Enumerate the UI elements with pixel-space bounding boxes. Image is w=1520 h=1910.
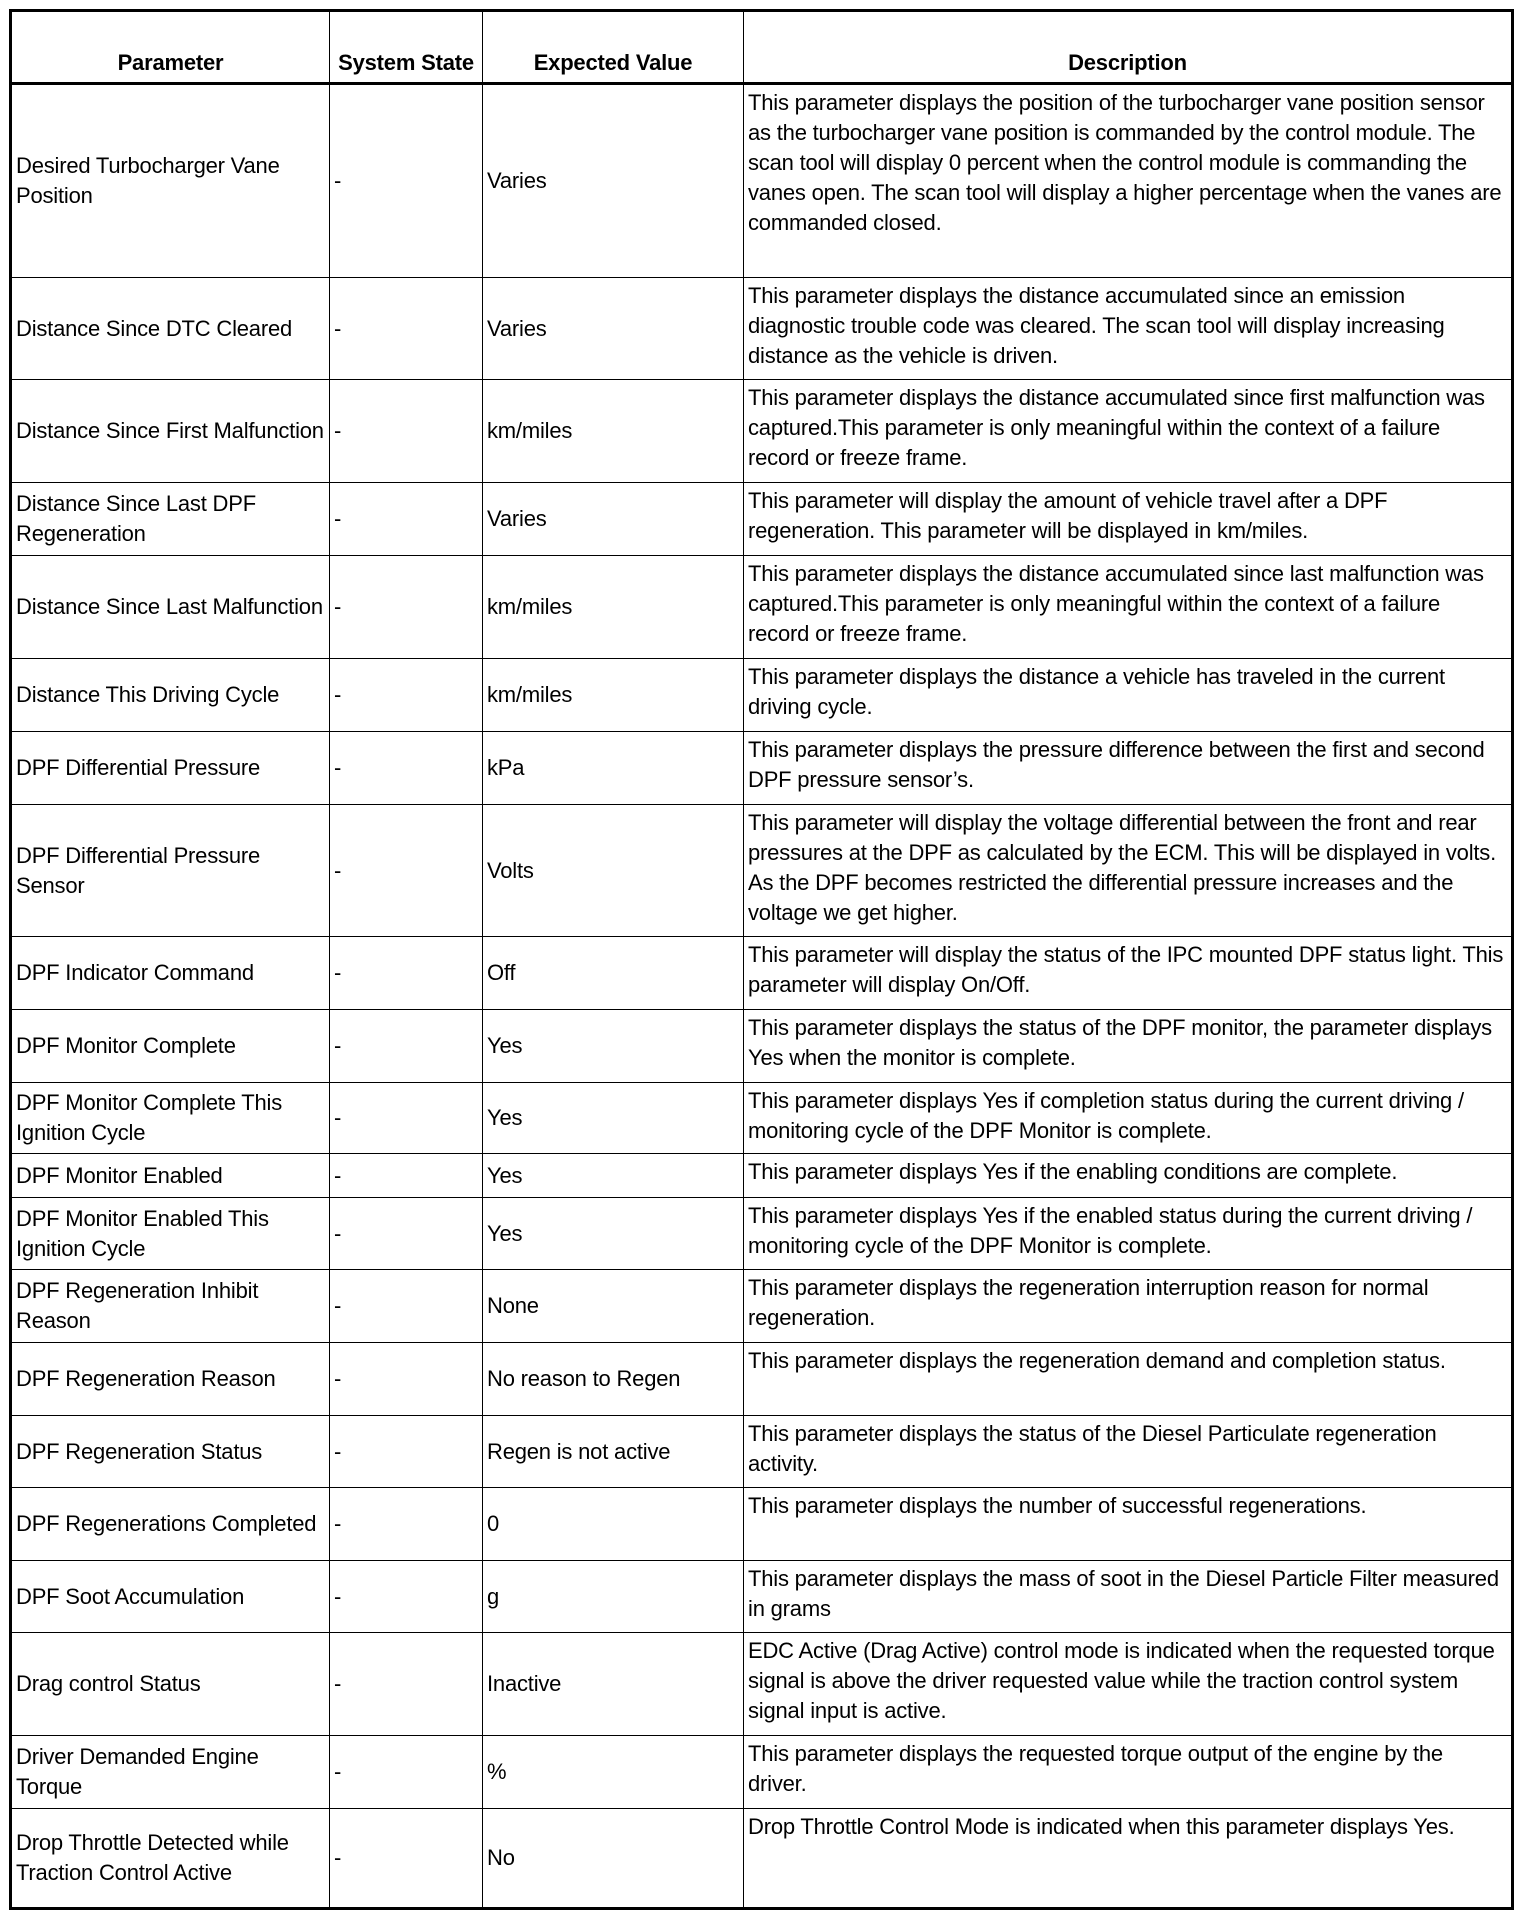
parameter-cell: DPF Monitor Complete — [11, 1010, 330, 1083]
parameter-cell: DPF Soot Accumulation — [11, 1561, 330, 1633]
description-cell: This parameter displays the distance accumulated since last malfunction was captured.This parameter is only meaningful within the context of a failure record or freeze frame. — [744, 556, 1513, 659]
description-cell: This parameter will display the status of the IPC mounted DPF status light. This parameter will display On/Off. — [744, 937, 1513, 1010]
parameter-cell: DPF Monitor Enabled — [11, 1154, 330, 1198]
expected-value-cell: Yes — [483, 1083, 744, 1154]
description-cell: This parameter displays the regeneration demand and completion status. — [744, 1343, 1513, 1416]
description-cell: This parameter displays Yes if the enabling conditions are complete. — [744, 1154, 1513, 1198]
expected-value-cell: None — [483, 1270, 744, 1343]
table-row — [11, 1198, 1513, 1270]
description-cell: This parameter displays Yes if completion status during the current driving / monitoring cycle of the DPF Monitor is complete. — [744, 1083, 1513, 1154]
description-cell: This parameter displays the number of successful regenerations. — [744, 1488, 1513, 1561]
description-cell: This parameter displays the position of the turbocharger vane position sensor as the turbocharger vane position is commanded by the control module. The scan tool will display 0 percent when the control module is commanding the vanes open. The scan tool will display a higher percentage when the vanes are commanded closed. — [744, 84, 1513, 278]
description-cell: This parameter will display the amount of vehicle travel after a DPF regeneration. This parameter will be displayed in km/miles. — [744, 483, 1513, 556]
system-state-cell: - — [330, 1736, 483, 1809]
expected-value-cell: Off — [483, 937, 744, 1010]
table-row — [11, 659, 1513, 732]
table-row — [11, 1488, 1513, 1561]
system-state-cell: - — [330, 659, 483, 732]
description-cell: This parameter displays Yes if the enabled status during the current driving / monitoring cycle of the DPF Monitor is complete. — [744, 1198, 1513, 1270]
system-state-cell: - — [330, 84, 483, 278]
description-cell: Drop Throttle Control Mode is indicated when this parameter displays Yes. — [744, 1809, 1513, 1909]
table-row — [11, 1633, 1513, 1736]
table-header-row — [11, 11, 1513, 84]
system-state-cell: - — [330, 732, 483, 805]
table-row — [11, 1154, 1513, 1198]
expected-value-cell: Varies — [483, 278, 744, 380]
table-row — [11, 1561, 1513, 1633]
expected-value-cell: No reason to Regen — [483, 1343, 744, 1416]
expected-value-cell: km/miles — [483, 380, 744, 483]
table-row — [11, 380, 1513, 483]
header-expected-value: Expected Value — [483, 11, 744, 84]
parameter-cell: DPF Monitor Complete This Ignition Cycle — [11, 1083, 330, 1154]
description-cell: This parameter displays the distance a vehicle has traveled in the current driving cycle. — [744, 659, 1513, 732]
system-state-cell: - — [330, 1416, 483, 1488]
table-row — [11, 1736, 1513, 1809]
parameter-cell: Driver Demanded Engine Torque — [11, 1736, 330, 1809]
table-row — [11, 1809, 1513, 1909]
table-row — [11, 732, 1513, 805]
table-row — [11, 278, 1513, 380]
system-state-cell: - — [330, 1488, 483, 1561]
parameter-cell: Distance Since First Malfunction — [11, 380, 330, 483]
expected-value-cell: Yes — [483, 1154, 744, 1198]
system-state-cell: - — [330, 483, 483, 556]
parameter-cell: DPF Differential Pressure Sensor — [11, 805, 330, 937]
parameter-table — [9, 9, 1514, 1910]
expected-value-cell: kPa — [483, 732, 744, 805]
system-state-cell: - — [330, 1198, 483, 1270]
system-state-cell: - — [330, 1270, 483, 1343]
parameter-cell: Distance Since Last Malfunction — [11, 556, 330, 659]
system-state-cell: - — [330, 1561, 483, 1633]
system-state-cell: - — [330, 380, 483, 483]
header-parameter: Parameter — [11, 11, 330, 84]
description-cell: This parameter displays the distance accumulated since an emission diagnostic trouble code was cleared. The scan tool will display increasing distance as the vehicle is driven. — [744, 278, 1513, 380]
header-system-state: System State — [330, 11, 483, 84]
description-cell: This parameter displays the requested torque output of the engine by the driver. — [744, 1736, 1513, 1809]
expected-value-cell: km/miles — [483, 556, 744, 659]
system-state-cell: - — [330, 556, 483, 659]
table-row — [11, 556, 1513, 659]
expected-value-cell: km/miles — [483, 659, 744, 732]
parameter-cell: Desired Turbocharger Vane Position — [11, 84, 330, 278]
system-state-cell: - — [330, 805, 483, 937]
description-cell: EDC Active (Drag Active) control mode is indicated when the requested torque signal is above the driver requested value while the traction control system signal input is active. — [744, 1633, 1513, 1736]
system-state-cell: - — [330, 1809, 483, 1909]
table-row — [11, 1010, 1513, 1083]
table-row — [11, 483, 1513, 556]
parameter-cell: DPF Monitor Enabled This Ignition Cycle — [11, 1198, 330, 1270]
expected-value-cell: Regen is not active — [483, 1416, 744, 1488]
description-cell: This parameter displays the distance accumulated since first malfunction was captured.This parameter is only meaningful within the context of a failure record or freeze frame. — [744, 380, 1513, 483]
parameter-cell: DPF Indicator Command — [11, 937, 330, 1010]
system-state-cell: - — [330, 1343, 483, 1416]
expected-value-cell: No — [483, 1809, 744, 1909]
expected-value-cell: Volts — [483, 805, 744, 937]
parameter-cell: Drag control Status — [11, 1633, 330, 1736]
expected-value-cell: Varies — [483, 483, 744, 556]
description-cell: This parameter displays the mass of soot in the Diesel Particle Filter measured in grams — [744, 1561, 1513, 1633]
system-state-cell: - — [330, 1154, 483, 1198]
header-description: Description — [744, 11, 1513, 84]
expected-value-cell: Yes — [483, 1198, 744, 1270]
description-cell: This parameter displays the pressure difference between the first and second DPF pressure sensor’s. — [744, 732, 1513, 805]
parameter-cell: DPF Regeneration Inhibit Reason — [11, 1270, 330, 1343]
system-state-cell: - — [330, 1010, 483, 1083]
description-cell: This parameter displays the status of the Diesel Particulate regeneration activity. — [744, 1416, 1513, 1488]
system-state-cell: - — [330, 937, 483, 1010]
expected-value-cell: Varies — [483, 84, 744, 278]
expected-value-cell: Yes — [483, 1010, 744, 1083]
expected-value-cell: 0 — [483, 1488, 744, 1561]
system-state-cell: - — [330, 1083, 483, 1154]
system-state-cell: - — [330, 278, 483, 380]
description-cell: This parameter will display the voltage differential between the front and rear pressures at the DPF as calculated by the ECM. This will be displayed in volts. As the DPF becomes restricted the differential pressure increases and the voltage we get higher. — [744, 805, 1513, 937]
expected-value-cell: g — [483, 1561, 744, 1633]
expected-value-cell: Inactive — [483, 1633, 744, 1736]
parameter-cell: DPF Regeneration Status — [11, 1416, 330, 1488]
expected-value-cell: % — [483, 1736, 744, 1809]
table-row — [11, 1083, 1513, 1154]
parameter-cell: DPF Differential Pressure — [11, 732, 330, 805]
table-body — [11, 84, 1513, 1909]
table-row — [11, 937, 1513, 1010]
table-row — [11, 84, 1513, 278]
table-row — [11, 1343, 1513, 1416]
table-row — [11, 1416, 1513, 1488]
table-row — [11, 805, 1513, 937]
parameter-cell: Distance Since Last DPF Regeneration — [11, 483, 330, 556]
parameter-cell: Distance This Driving Cycle — [11, 659, 330, 732]
table-row — [11, 1270, 1513, 1343]
description-cell: This parameter displays the regeneration interruption reason for normal regeneration. — [744, 1270, 1513, 1343]
parameter-cell: Drop Throttle Detected while Traction Control Active — [11, 1809, 330, 1909]
system-state-cell: - — [330, 1633, 483, 1736]
parameter-cell: DPF Regenerations Completed — [11, 1488, 330, 1561]
parameter-cell: DPF Regeneration Reason — [11, 1343, 330, 1416]
description-cell: This parameter displays the status of the DPF monitor, the parameter displays Yes when the monitor is complete. — [744, 1010, 1513, 1083]
parameter-cell: Distance Since DTC Cleared — [11, 278, 330, 380]
